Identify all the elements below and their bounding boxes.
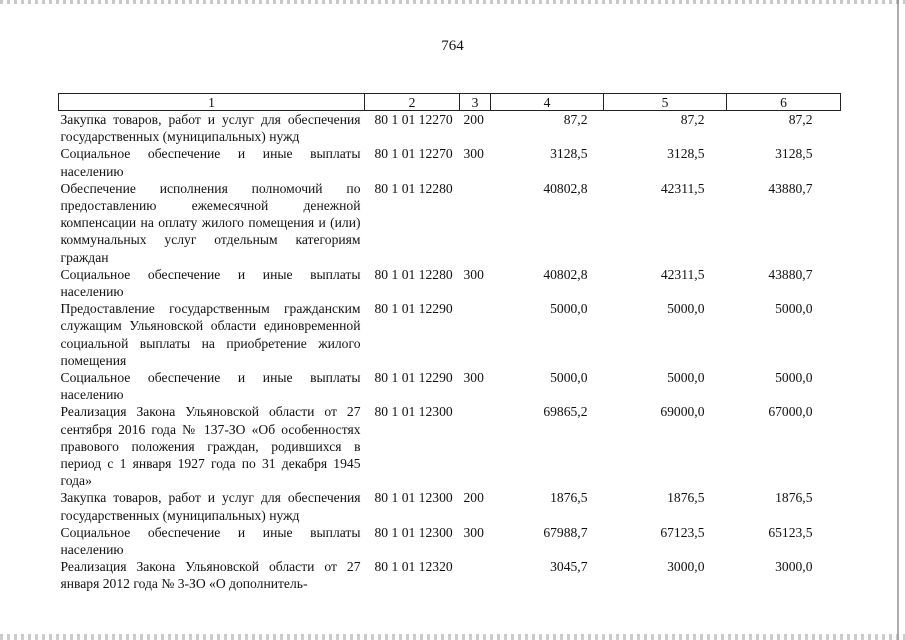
column-header-5: 5	[604, 94, 727, 111]
row-value-1: 5000,0	[550, 301, 588, 317]
row-value-3: 3000,0	[775, 559, 813, 575]
row-code: 80 1 01 12320	[374, 559, 453, 575]
row-name: Социальное обеспечение и иные выплаты населению	[60, 524, 361, 558]
row-name: Социальное обеспечение и иные выплаты населению	[60, 370, 361, 403]
row-value-2: 67123,5	[660, 524, 705, 540]
row-expense-type	[460, 180, 491, 266]
row-name: Закупка товаров, работ и услуг для обеспечения государственных (муниципальных) нужд	[60, 112, 361, 145]
row-value-3: 65123,5	[768, 524, 813, 540]
row-name: Социальное обеспечение и иные выплаты населению	[60, 266, 361, 300]
row-code: 80 1 01 12300	[374, 404, 453, 420]
row-code: 80 1 01 12290	[374, 370, 453, 386]
row-value-1: 69865,2	[543, 404, 588, 420]
row-value-2: 1876,5	[667, 490, 705, 506]
row-code: 80 1 01 12300	[374, 490, 453, 506]
row-value-1: 40802,8	[543, 180, 588, 196]
row-value-1: 1876,5	[550, 490, 588, 506]
row-code: 80 1 01 12290	[374, 301, 453, 317]
row-name: Закупка товаров, работ и услуг для обеспечения государственных (муниципальных) нужд	[60, 490, 361, 523]
row-value-2: 5000,0	[667, 301, 705, 317]
row-value-3: 5000,0	[775, 370, 813, 386]
table-row	[59, 145, 841, 179]
row-value-3: 3128,5	[775, 146, 813, 162]
scan-top-edge	[0, 0, 905, 4]
header-row	[59, 94, 841, 111]
row-name: Социальное обеспечение и иные выплаты населению	[60, 146, 361, 179]
column-header-2: 2	[365, 94, 460, 111]
column-header-4: 4	[491, 94, 604, 111]
table-row	[59, 524, 841, 558]
scan-right-border	[897, 0, 899, 640]
row-value-1: 3045,7	[550, 559, 588, 575]
row-name: Реализация Закона Ульяновской области от 27 января 2012 года № 3-ЗО «О дополнитель-	[60, 559, 361, 592]
row-name: Реализация Закона Ульяновской области от 27 сентября 2016 года № 137-ЗО «Об особенностях правового положения граждан, родившихся в период с 1 января 1927 года по 31 декабря 1945 года»	[60, 404, 361, 489]
row-expense-type: 300	[463, 524, 484, 540]
scan-bottom-edge	[0, 634, 905, 640]
row-expense-type: 300	[463, 146, 484, 162]
row-value-2: 5000,0	[667, 370, 705, 386]
row-value-3: 87,2	[788, 112, 813, 127]
row-code: 80 1 01 12270	[374, 146, 453, 162]
table-row	[59, 489, 841, 523]
row-value-3: 43880,7	[768, 266, 813, 282]
table-row	[59, 558, 841, 592]
column-header-6: 6	[727, 94, 841, 111]
row-value-2: 42311,5	[660, 180, 705, 196]
row-value-1: 5000,0	[550, 370, 588, 386]
row-value-2: 42311,5	[660, 266, 705, 282]
row-value-2: 69000,0	[660, 404, 705, 420]
row-expense-type	[460, 403, 491, 489]
table-row	[59, 403, 841, 489]
row-value-3: 43880,7	[768, 180, 813, 196]
row-expense-type	[460, 300, 491, 369]
row-value-3: 1876,5	[775, 490, 813, 506]
row-value-1: 87,2	[563, 112, 588, 127]
column-header-3: 3	[460, 94, 491, 111]
row-code: 80 1 01 12280	[374, 266, 453, 282]
table-row	[59, 180, 841, 266]
table-row	[59, 111, 841, 146]
row-code: 80 1 01 12280	[374, 180, 453, 196]
budget-table	[58, 93, 841, 593]
table-row	[59, 300, 841, 369]
row-value-2: 87,2	[680, 112, 705, 127]
row-value-1: 3128,5	[550, 146, 588, 162]
row-value-3: 67000,0	[768, 404, 813, 420]
row-expense-type: 300	[463, 370, 484, 386]
row-value-2: 3000,0	[667, 559, 705, 575]
row-code: 80 1 01 12300	[374, 524, 453, 540]
row-expense-type: 200	[463, 112, 484, 127]
row-value-2: 3128,5	[667, 146, 705, 162]
row-code: 80 1 01 12270	[374, 112, 453, 127]
row-expense-type	[460, 558, 491, 592]
row-name: Предоставление государственным гражданским служащим Ульяновской области единовременной социальной выплаты на приобретение жилого помещения	[60, 301, 361, 368]
row-expense-type: 300	[463, 266, 484, 282]
row-value-1: 67988,7	[543, 524, 588, 540]
row-value-1: 40802,8	[543, 266, 588, 282]
page-number: 764	[441, 38, 464, 54]
column-header-1: 1	[59, 94, 365, 111]
row-name: Обеспечение исполнения полномочий по предоставлению ежемесячной денежной компенсации на оплату жилого помещения и (или) коммунальных услуг отдельным категориям граждан	[60, 180, 361, 265]
row-expense-type: 200	[463, 490, 484, 506]
table-row	[59, 369, 841, 403]
row-value-3: 5000,0	[775, 301, 813, 317]
table-row	[59, 266, 841, 300]
